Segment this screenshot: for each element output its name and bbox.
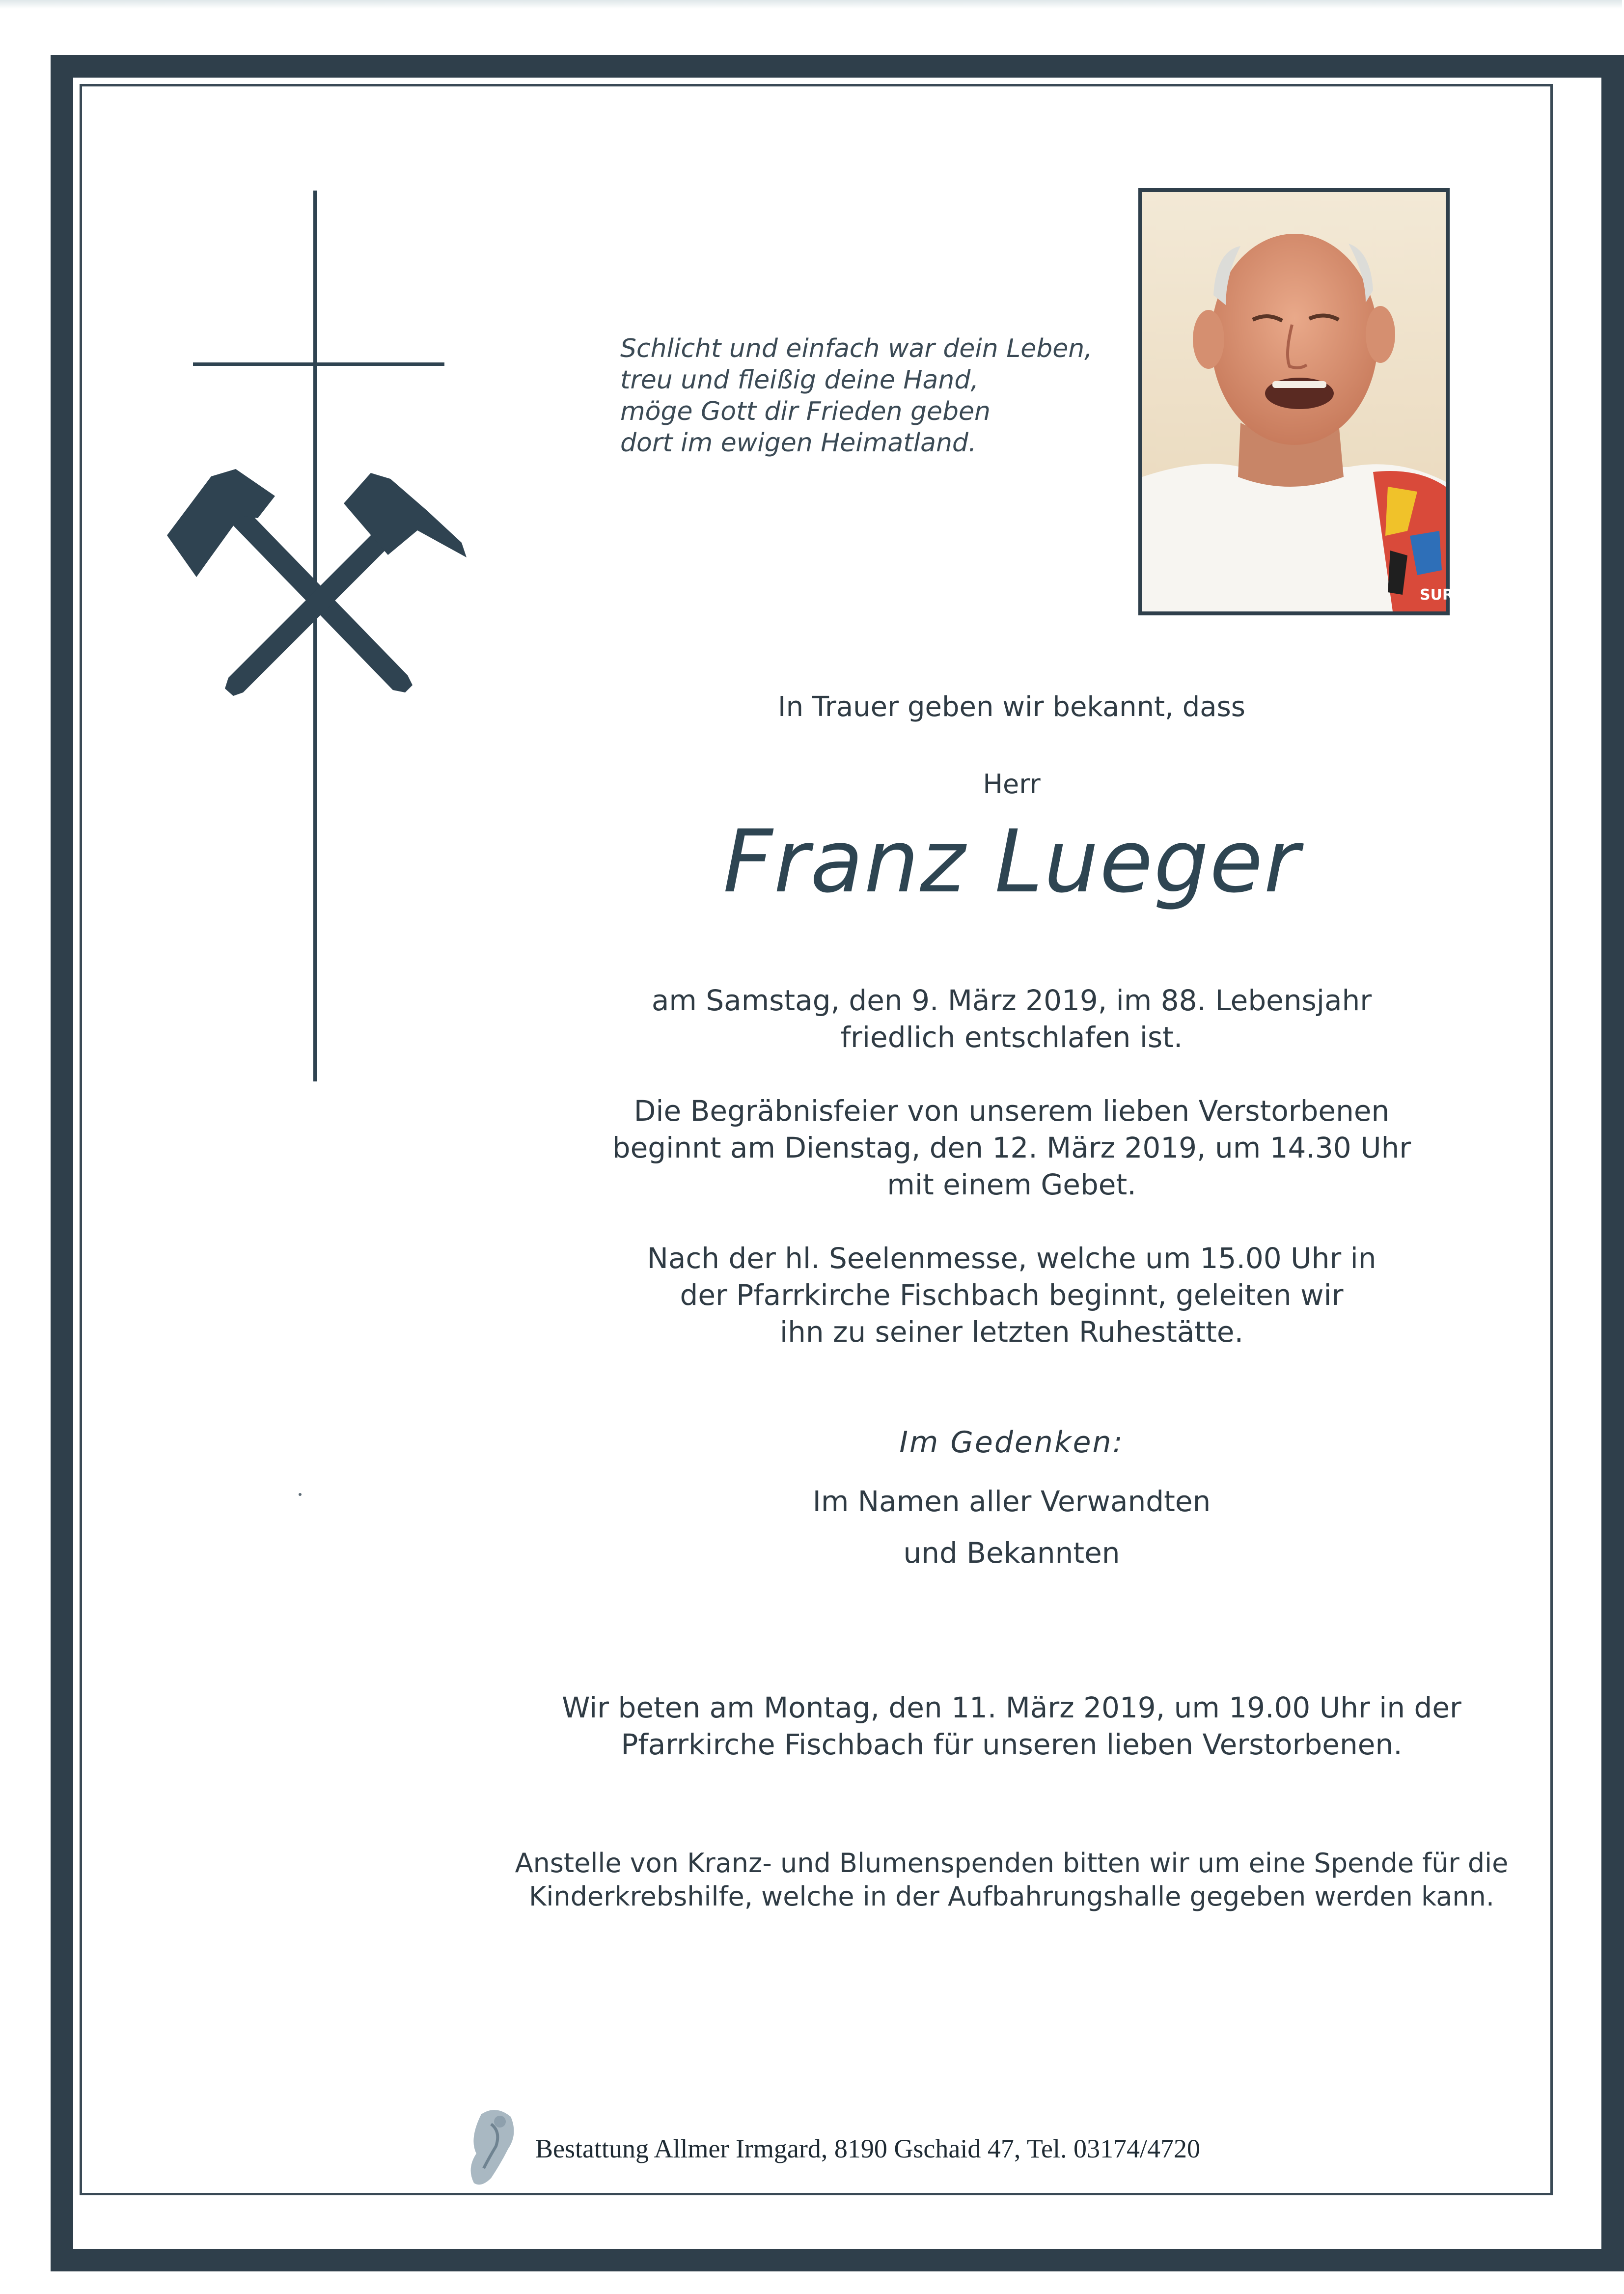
funeral-paragraph: [491, 1093, 1532, 1203]
paragraph-line: Die Begräbnisfeier von unserem lieben Verstorbenen: [633, 1094, 1390, 1128]
memorial-line: Im Namen aller Verwandten: [812, 1485, 1211, 1518]
paragraph-line: der Pfarrkirche Fischbach beginnt, geleiten wir: [680, 1278, 1344, 1312]
announcement-line: In Trauer geben wir bekannt, dass: [778, 691, 1245, 723]
angel-logo-icon: [462, 2104, 525, 2193]
cross-horizontal-bar: [193, 362, 444, 366]
verse-line: treu und fleißig deine Hand,: [620, 365, 979, 395]
portrait-image: [1142, 192, 1454, 611]
memorial-title: Im Gedenken:: [899, 1425, 1124, 1460]
funeral-home-footer: [462, 2104, 1200, 2193]
verse-line: möge Gott dir Frieden geben: [620, 397, 991, 426]
paragraph-line: ihn zu seiner letzten Ruhestätte.: [779, 1315, 1244, 1349]
paragraph-line: friedlich entschlafen ist.: [840, 1021, 1183, 1054]
paragraph-line: am Samstag, den 9. März 2019, im 88. Lebensjahr: [651, 984, 1372, 1017]
paragraph-line: Kinderkrebshilfe, welche in der Aufbahrungshalle gegeben werden kann.: [529, 1881, 1494, 1912]
deceased-name: Franz Lueger: [723, 811, 1300, 912]
verse-line: dort im ewigen Heimatland.: [620, 428, 977, 458]
hammer-and-pick-icon: [162, 469, 476, 744]
page-top-edge: [0, 0, 1622, 9]
paragraph-line: beginnt am Dienstag, den 12. März 2019, um 14.30 Uhr: [612, 1131, 1411, 1164]
death-notice-paragraph: [491, 982, 1532, 1056]
scan-speck: [299, 1493, 302, 1496]
donation-paragraph: [491, 1847, 1532, 1913]
paragraph-line: Pfarrkirche Fischbach für unseren lieben Verstorbenen.: [621, 1728, 1403, 1761]
paragraph-line: mit einem Gebet.: [887, 1168, 1136, 1201]
paragraph-line: Anstelle von Kranz- und Blumenspenden bitten wir um eine Spende für die: [515, 1848, 1509, 1879]
memorial-verse: [620, 333, 1136, 459]
paragraph-line: Nach der hl. Seelenmesse, welche um 15.00 Uhr in: [647, 1242, 1376, 1275]
paragraph-line: Wir beten am Montag, den 11. März 2019, um 19.00 Uhr in der: [562, 1691, 1461, 1724]
salutation: Herr: [983, 769, 1041, 800]
photo-badge-text: SUR: [1420, 586, 1454, 604]
funeral-home-contact: Bestattung Allmer Irmgard, 8190 Gschaid 47, Tel. 03174/4720: [535, 2134, 1201, 2163]
prayer-paragraph: [491, 1689, 1532, 1763]
memorial-signature: [491, 1476, 1532, 1579]
verse-line: Schlicht und einfach war dein Leben,: [620, 334, 1093, 363]
mass-paragraph: [491, 1240, 1532, 1351]
memorial-line: und Bekannten: [903, 1536, 1120, 1570]
portrait-photo: [1138, 188, 1454, 615]
